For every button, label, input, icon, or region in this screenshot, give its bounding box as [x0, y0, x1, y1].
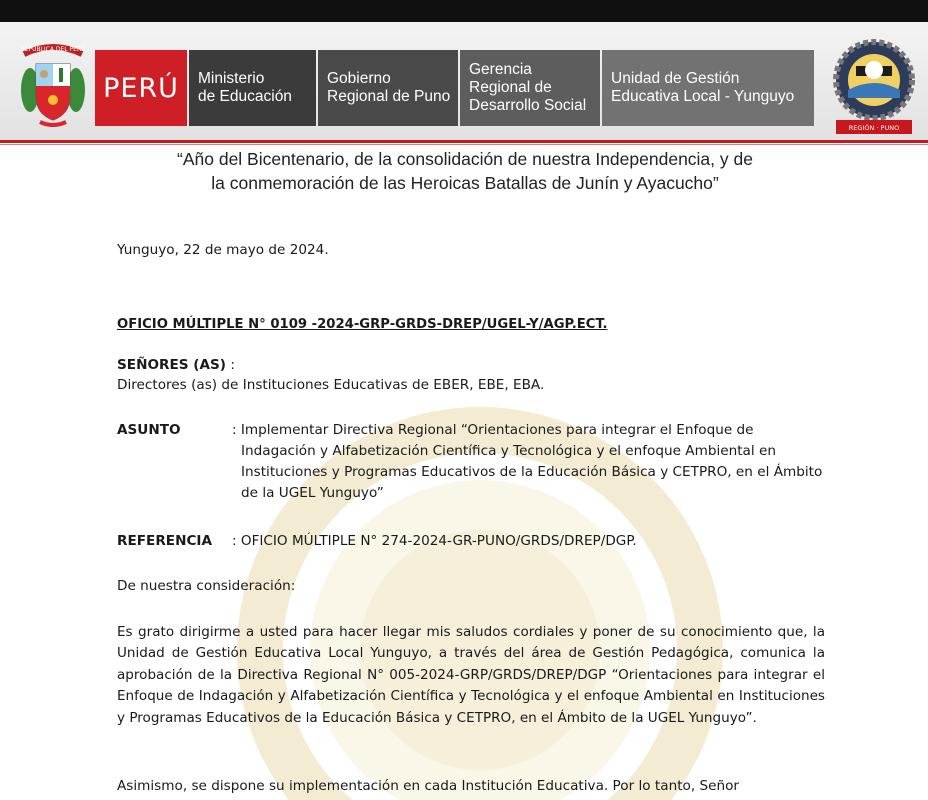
- body-paragraph-1: Es grato dirigirme a usted para hacer llegar mis saludos cordiales y poner de su conocimiento que, la Unidad de Gestión Educativa Local Yunguyo, a través del área de Gestión Pedagógica, comunica la aprobación de la Directiva Regional N° 005-2024-GRP/GRDS/DREP/DGP “Orientaciones para integrar el Enfoque de Indagación y Alfabetización Científica y Tecnológica y el enfoque Ambiental en Instituciones y Programas Educativos de la Educación Básica y CETPRO, en el Ámbito de la UGEL Yunguyo”.: [117, 624, 825, 726]
- senores-recipients: Directores (as) de Instituciones Educativas de EBER, EBE, EBA.: [117, 377, 545, 393]
- region-puno-logo-icon: [832, 36, 916, 140]
- logo-caption: REGIÓN · PUNO: [848, 124, 900, 132]
- asunto-first-line: : Implementar Directiva Regional “Orientaciones para integrar el Enfoque de: [232, 422, 754, 438]
- header-red-line-thin: [0, 144, 928, 145]
- header-red-line: [0, 140, 928, 143]
- gobierno-line1: Gobierno: [327, 70, 391, 87]
- ugel-line1: Unidad de Gestión: [611, 70, 740, 87]
- ugel-line2: Educativa Local - Yunguyo: [611, 88, 795, 105]
- asunto-continuation: Indagación y Alfabetización Científica y Tecnológica y el enfoque Ambiental en Instituciones y Programas Educativos de la Educación Básica y CETPRO, en el Ámbito de la UGEL Yunguyo”: [241, 443, 823, 501]
- ministerio-line2: de Educación: [198, 88, 292, 105]
- slogan-line-2: la conmemoración de las Heroicas Batallas de Junín y Ayacucho”: [211, 173, 719, 193]
- senores-colon: :: [226, 357, 235, 373]
- asunto-label: ASUNTO: [117, 422, 181, 438]
- gerencia-line1: Gerencia: [469, 61, 532, 78]
- year-slogan: [140, 147, 790, 195]
- gerencia-line3: Desarrollo Social: [469, 97, 587, 114]
- document-date: Yunguyo, 22 de mayo de 2024.: [117, 242, 329, 258]
- asunto-text: [232, 420, 842, 504]
- referencia-label: REFERENCIA: [117, 533, 213, 549]
- ugel-box: [602, 50, 814, 126]
- gobierno-box: [318, 50, 458, 126]
- gerencia-box: [460, 50, 600, 126]
- gerencia-line2: Regional de: [469, 79, 552, 96]
- referencia-text: : OFICIO MÚLTIPLE N° 274-2024-GR-PUNO/GRDS/DREP/DGP.: [232, 533, 637, 549]
- coat-of-arms-icon: [18, 40, 88, 128]
- ministerio-line1: Ministerio: [198, 70, 265, 87]
- senores-label: SEÑORES (AS): [117, 357, 227, 373]
- oficio-number: OFICIO MÚLTIPLE N° 0109 -2024-GRP-GRDS-DREP/UGEL-Y/AGP.ECT.: [117, 317, 608, 332]
- body-paragraph-2: Asimismo, se dispone su implementación en cada Institución Educativa. Por lo tanto, Señor: [117, 778, 739, 794]
- slogan-line-1: “Año del Bicentenario, de la consolidación de nuestra Independencia, y de: [177, 149, 753, 169]
- letterhead: [0, 22, 928, 140]
- salutation: De nuestra consideración:: [117, 578, 296, 594]
- ministerio-box: [189, 50, 316, 126]
- senores-heading: [117, 355, 235, 376]
- peru-label: PERÚ: [95, 50, 187, 126]
- top-dark-band: [0, 0, 928, 22]
- gobierno-line2: Regional de Puno: [327, 88, 451, 105]
- shield-banner-text: REPÚBLICA DEL PERÚ: [20, 46, 86, 53]
